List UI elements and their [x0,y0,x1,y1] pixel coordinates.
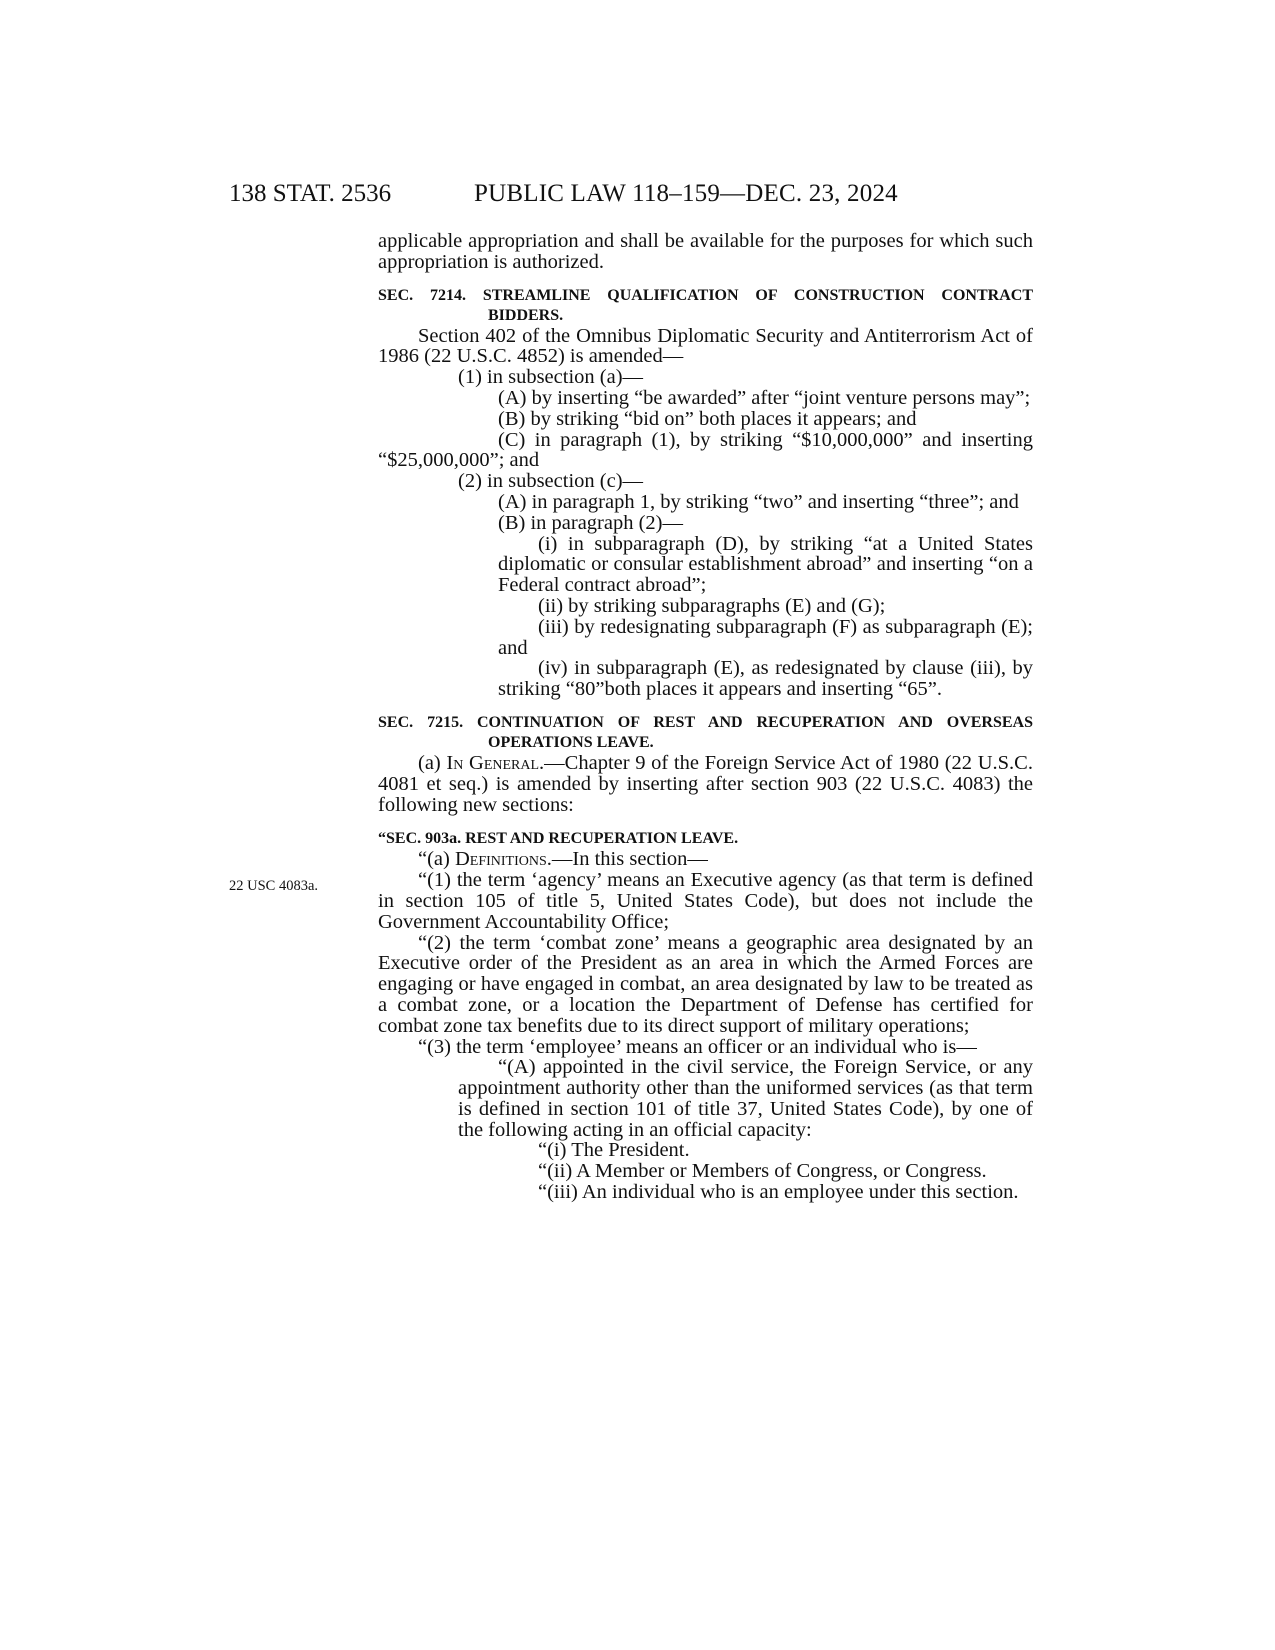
clause-2B-i: (i) in subparagraph (D), by striking “at a United States diplomatic or consular establishment abroad” and inserting “on a Federal contract abroad”; [498,532,1033,597]
paragraph-2: (2) in subsection (c)— [458,470,644,493]
definition-employee-A-iii: “(iii) An individual who is an employee under this section. [538,1181,1019,1204]
subparagraph-2B: (B) in paragraph (2)— [498,511,684,534]
clause-2B-ii: (ii) by striking subparagraphs (E) and (G); [538,594,886,617]
section-7215-subsection-a: (a) In General.—Chapter 9 of the Foreign Service Act of 1980 (22 U.S.C. 4081 et seq.) is amended by inserting after section 903 (22 U.S.C. 4083) the following new sections: [378,751,1033,816]
subparagraph-1C: (C) in paragraph (1), by striking “$10,000,000” and inserting “$25,000,000”; and [378,428,1033,472]
carryover-paragraph: applicable appropriation and shall be available for the purposes for which such appropriation is authorized. [378,230,1033,273]
definition-employee-A: “(A) appointed in the civil service, the Foreign Service, or any appointment authority other than the uniformed services (as that term is defined in section 101 of title 37, United States Code), by one of the following acting in an official capacity: [458,1056,1033,1141]
page-public-law-header: PUBLIC LAW 118–159—DEC. 23, 2024 [474,180,898,207]
definition-agency: “(1) the term ‘agency’ means an Executive agency (as that term is defined in section 105 of title 5, United States Code), but does not include the Government Accountability Office; [378,869,1033,933]
section-7214-intro: Section 402 of the Omnibus Diplomatic Security and Antiterrorism Act of 1986 (22 U.S.C. 4852) is amended— [378,324,1033,368]
definition-employee-A-i: “(i) The President. [538,1139,690,1162]
definition-combat-zone: “(2) the term ‘combat zone’ means a geographic area designated by an Executive order of the President as an area in which the Armed Forces are engaging or have engaged in combat, an area designated by law to be treated as a combat zone, or a location the Department of Defense has certified for combat zone tax benefits due to its direct support of military operations; [378,931,1033,1037]
section-903a-heading: “SEC. 903a. REST AND RECUPERATION LEAVE. [378,830,739,848]
section-7215-heading: SEC. 7215. CONTINUATION OF REST AND RECUPERATION AND OVERSEAS OPERATIONS LEAVE. [378,713,1033,751]
subparagraph-1A: (A) by inserting “be awarded” after “joint venture persons may”; [498,386,1031,409]
clause-2B-iii: (iii) by redesignating subparagraph (F) as subparagraph (E); and [498,615,1033,659]
document-body [378,231,1033,1203]
clause-2B-iv: (iv) in subparagraph (E), as redesignated by clause (iii), by striking “80”both places it appears and inserting “65”. [498,657,1033,701]
paragraph-1: (1) in subsection (a)— [458,366,644,389]
margin-note-usc: 22 USC 4083a. [229,878,319,894]
subparagraph-1B: (B) by striking “bid on” both places it appears; and [498,407,917,430]
page-stat-citation: 138 STAT. 2536 [229,180,392,207]
subparagraph-2A: (A) in paragraph 1, by striking “two” and inserting “three”; and [498,490,1019,513]
definitions-subsection: “(a) Definitions.—In this section— [418,848,708,871]
definition-employee: “(3) the term ‘employee’ means an officer or an individual who is— [418,1035,977,1058]
section-7214-heading: SEC. 7214. STREAMLINE QUALIFICATION OF CONSTRUCTION CONTRACT BIDDERS. [378,286,1033,324]
definition-employee-A-ii: “(ii) A Member or Members of Congress, or Congress. [538,1160,987,1183]
